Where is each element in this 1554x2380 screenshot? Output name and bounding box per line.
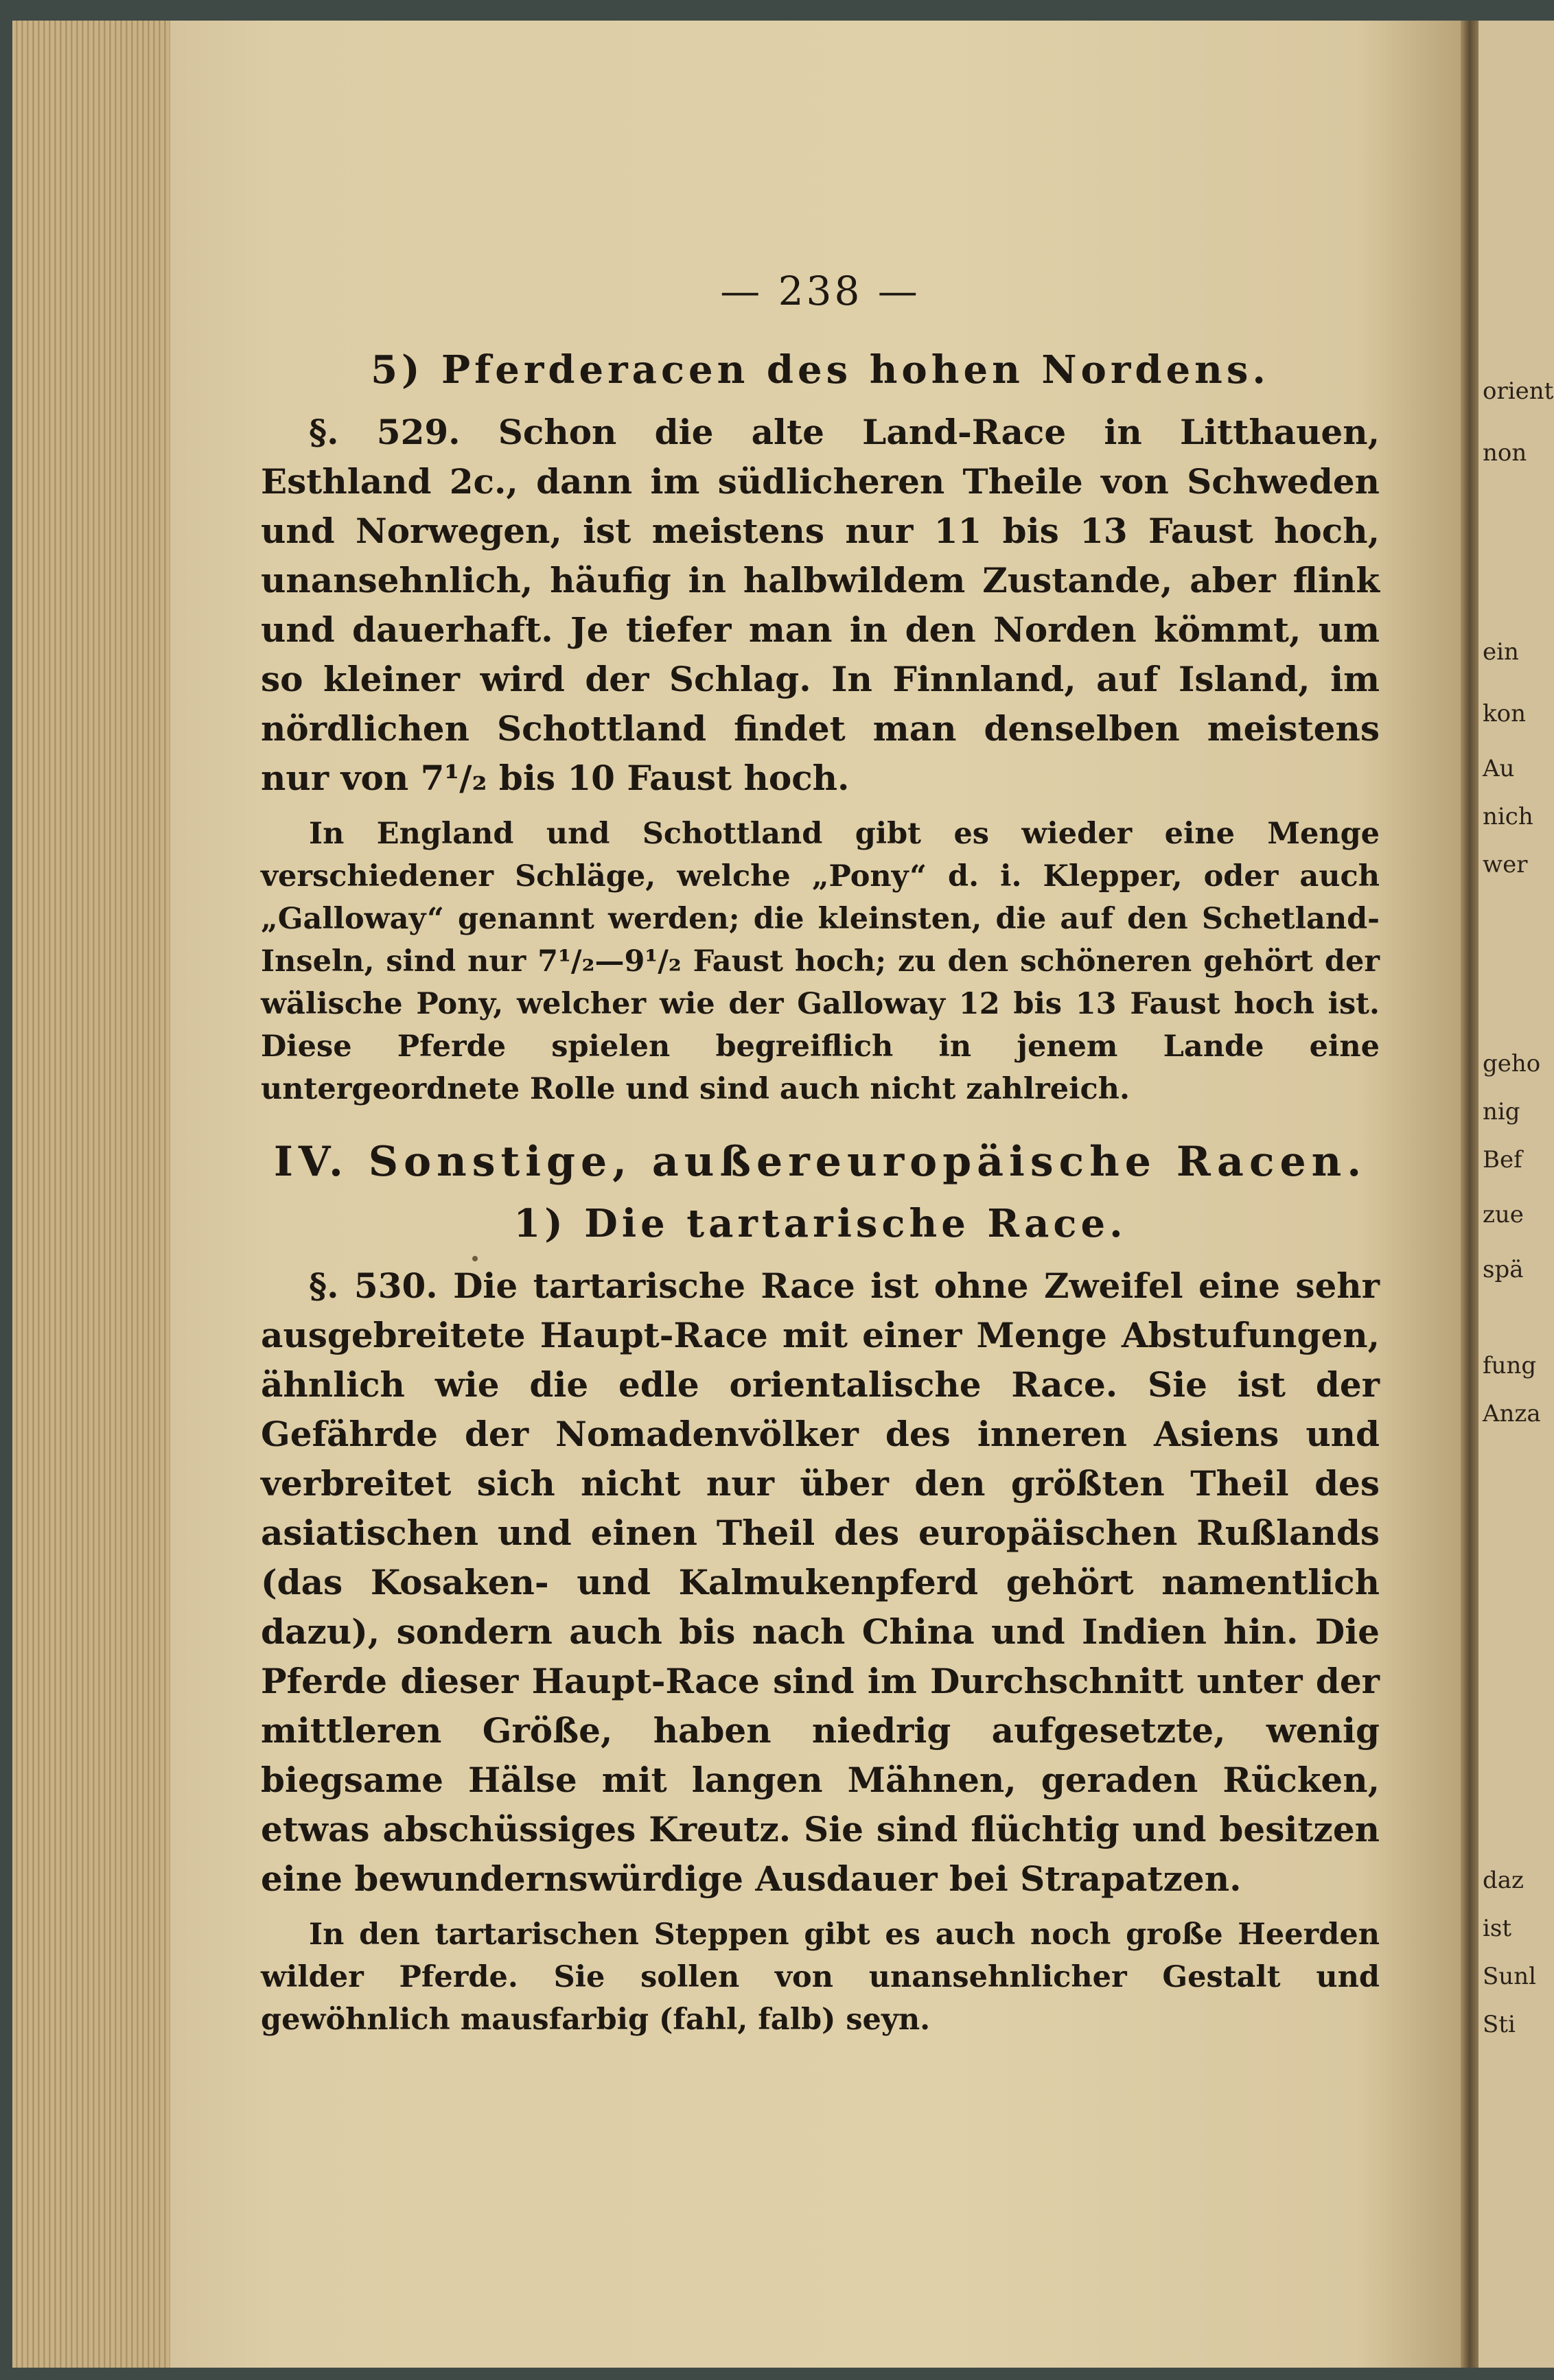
margin-fragment: Bef <box>1483 1146 1522 1174</box>
note-tartar-steppes: In den tartarischen Steppen gibt es auch noch große Heerden wilder Pferde. Sie sollen von unansehnlicher Gestalt und gewöhnlich mausfarbig (fahl, falb) seyn. <box>261 1917 1380 2037</box>
margin-fragment: orient <box>1483 377 1554 405</box>
paragraph-530: §. 530. Die tartarische Race ist ohne Zweifel eine sehr ausgebreitete Haupt-Race mit einer Menge Abstufungen, ähnlich wie die edle orientalische Race. Sie ist der Gefährde der Nomadenvölker des inneren Asiens und verbreitet sich nicht nur über den größten Theil des asiatischen und einen Theil des europäischen Rußlands (das Kosaken- und Kalmukenpferd gehört namentlich dazu), sondern auch bis nach China und Indien hin. Die Pferde dieser Haupt-Race sind im Durchschnitt unter der mittleren Größe, haben niedrig aufgesetzte, wenig biegsame Hälse mit langen Mähnen, geraden Rücken, etwas abschüssiges Kreutz. Sie sind flüchtig und besitzen eine bewundernswürdige Ausdauer bei Strapatzen. <box>261 1265 1380 1899</box>
margin-fragment: fung <box>1483 1352 1537 1379</box>
margin-fragment: wer <box>1483 851 1528 878</box>
margin-fragment: non <box>1483 439 1527 467</box>
margin-fragment: nich <box>1483 803 1533 830</box>
margin-fragment: spä <box>1483 1256 1524 1283</box>
margin-fragment: ist <box>1483 1915 1511 1942</box>
page-number: — 238 — <box>720 268 920 314</box>
margin-fragment: Anza <box>1483 1400 1541 1427</box>
margin-fragment: nig <box>1483 1098 1520 1125</box>
margin-fragment: Sunl <box>1483 1963 1536 1990</box>
margin-fragment: daz <box>1483 1867 1524 1894</box>
note-pony: In England und Schottland gibt es wieder eine Menge verschiedener Schläge, welche „Pony“ d. i. Klepper, oder auch „Galloway“ genannt werden; die kleinsten, die auf den Schetland-Inseln, sind nur 7¹/₂—9¹/₂ Faust hoch; zu den schöneren gehört der wälische Pony, welcher wie der Galloway 12 bis 13 Faust hoch ist. Diese Pferde spielen begreiflich in jenem Lande eine untergeordnete Rolle und sind auch nicht zahlreich. <box>261 817 1380 1106</box>
margin-fragment: zue <box>1483 1201 1524 1228</box>
page-content <box>261 268 1380 2056</box>
chapter-heading-non-european: IV. Sonstige, außereuropäische Racen. <box>273 1138 1367 1186</box>
book-gutter <box>1461 21 1478 2368</box>
margin-fragment: ein <box>1483 638 1519 666</box>
paragraph-529: §. 529. Schon die alte Land-Race in Litthauen, Esthland 2c., dann im südlicheren Theile von Schweden und Norwegen, ist meistens nur 11 bis 13 Faust hoch, unansehnlich, häufig in halbwildem Zustande, aber flink und dauerhaft. Je tiefer man in den Norden kömmt, um so kleiner wird der Schlag. In Finnland, auf Island, im nördlichen Schottland findet man denselben meistens nur von 7¹/₂ bis 10 Faust hoch. <box>261 412 1380 798</box>
page-edges <box>12 21 172 2368</box>
section-heading-tartar-race: 1) Die tartarische Race. <box>513 1201 1127 1246</box>
margin-fragment: kon <box>1483 700 1526 727</box>
section-heading-northern-races: 5) Pferderacen des hohen Nordens. <box>371 347 1270 393</box>
margin-fragment: Sti <box>1483 2011 1516 2038</box>
margin-fragment: geho <box>1483 1050 1541 1077</box>
adjacent-page-edge <box>1478 21 1554 2368</box>
margin-fragment: Au <box>1483 755 1515 782</box>
